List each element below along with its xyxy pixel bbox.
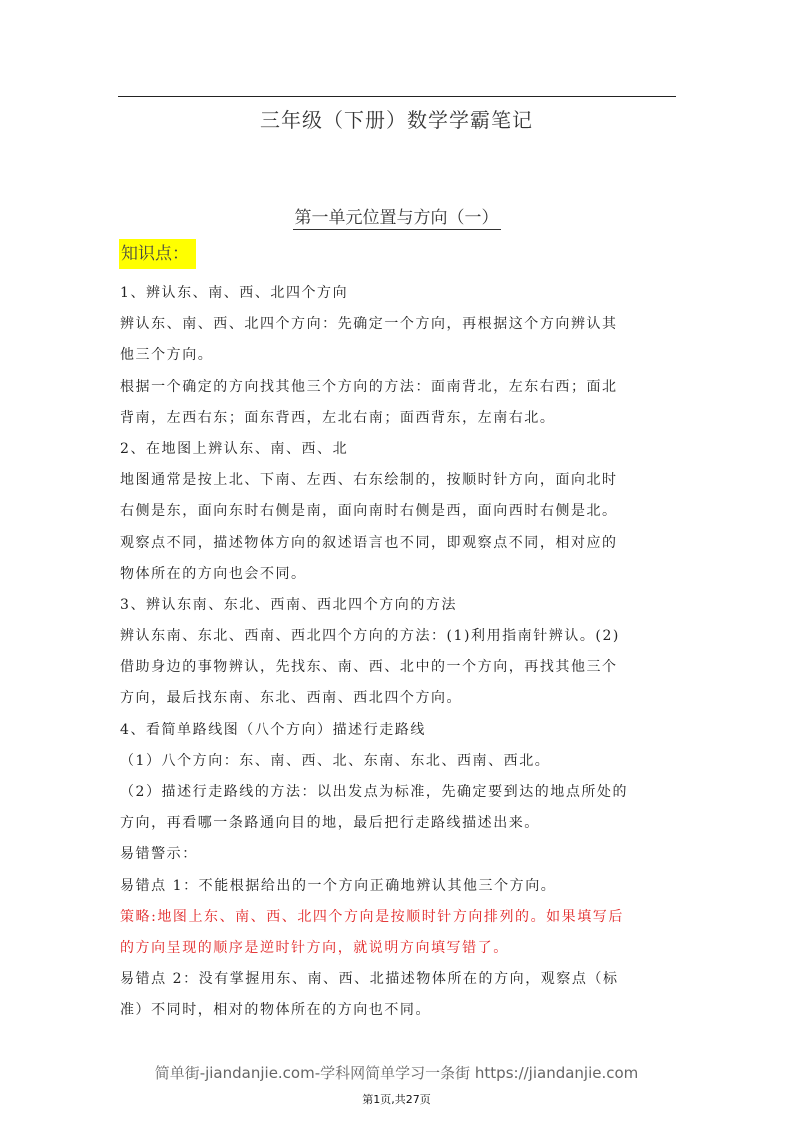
- text-line: 辨认东、南、西、北四个方向：先确定一个方向，再根据这个方向辨认其: [120, 316, 618, 333]
- unit-title: 第一单元位置与方向（一）: [294, 208, 499, 228]
- text-line: 4、看简单路线图（八个方向）描述行走路线: [120, 721, 426, 738]
- text-line: 2、在地图上辨认东、南、西、北: [120, 440, 349, 457]
- strategy-line: 的方向呈现的顺序是逆时针方向，就说明方向填写错了。: [120, 939, 509, 956]
- text-line: 地图通常是按上北、下南、左西、右东绘制的，按顺时针方向，面向北时: [120, 472, 618, 489]
- text-line: 右侧是东，面向东时右侧是南，面向南时右侧是西，面向西时右侧是北。: [120, 503, 618, 520]
- text-line: （2）描述行走路线的方法：以出发点为标准，先确定要到达的地点所处的: [120, 784, 629, 800]
- document-body: [120, 278, 670, 1027]
- unit-heading: [0, 203, 793, 228]
- footer-watermark: 简单街-jiandanjie.com-学科网简单学习一条街 https://jiandanjie.com: [154, 1064, 639, 1082]
- text-line: 辨认东南、东北、西南、西北四个方向的方法：(1)利用指南针辨认。(2): [120, 628, 620, 645]
- text-line: 易错警示：: [120, 846, 198, 863]
- strategy-line: 策略:地图上东、南、西、北四个方向是按顺时针方向排列的。如果填写后: [120, 908, 624, 925]
- text-line: （1）八个方向：东、南、西、北、东南、东北、西南、西北。: [120, 752, 551, 769]
- text-line: 观察点不同，描述物体方向的叙述语言也不同，即观察点不同，相对应的: [120, 534, 618, 551]
- text-line: 方向，最后找东南、东北、西南、西北四个方向。: [120, 690, 463, 707]
- header-rule: [118, 96, 676, 97]
- text-line: 借助身边的事物辨认，先找东、南、西、北中的一个方向，再找其他三个: [120, 659, 618, 676]
- text-line: 易错点 2：没有掌握用东、南、西、北描述物体所在的方向，观察点（标: [120, 971, 619, 988]
- text-line: 物体所在的方向也会不同。: [120, 565, 307, 582]
- text-line: 易错点 1：不能根据给出的一个方向正确地辨认其他三个方向。: [120, 877, 557, 894]
- page-number: 第1页,共27页: [362, 1093, 431, 1106]
- text-line: 准）不同时，相对的物体所在的方向也不同。: [120, 1002, 431, 1019]
- text-line: 他三个方向。: [120, 347, 214, 364]
- text-line: 3、辨认东南、东北、西南、西北四个方向的方法: [120, 596, 458, 613]
- text-line: 1、辨认东、南、西、北四个方向: [120, 285, 349, 301]
- text-line: 背南，左西右东；面东背西，左北右南；面西背东，左南右北。: [120, 409, 556, 426]
- document-title: 三年级（下册）数学学霸笔记: [260, 108, 533, 132]
- text-line: 根据一个确定的方向找其他三个方向的方法：面南背北，左东右西；面北: [120, 378, 618, 395]
- text-line: 方向，再看哪一条路通向目的地，最后把行走路线描述出来。: [120, 815, 540, 832]
- knowledge-points-label: 知识点：: [119, 239, 196, 269]
